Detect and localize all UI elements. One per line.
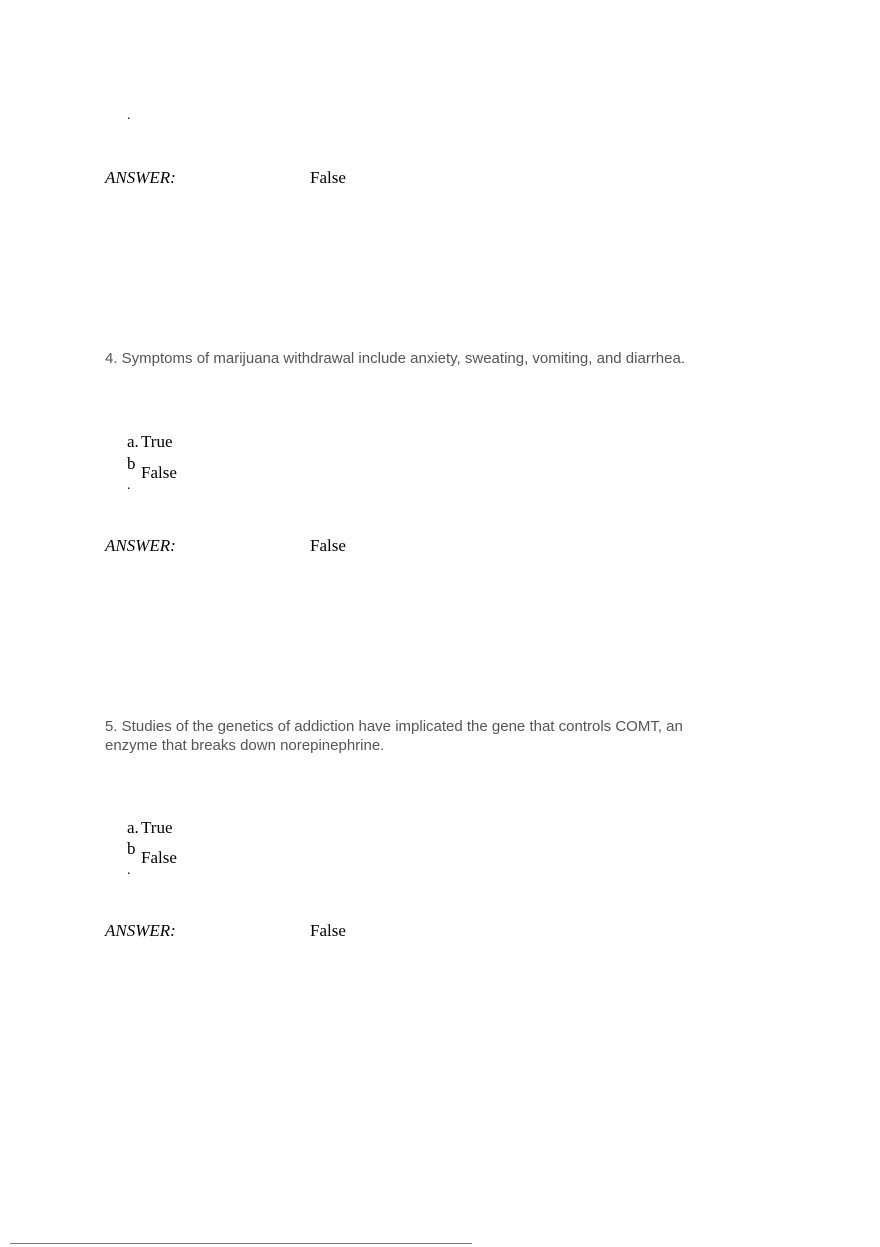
answer-label: ANSWER: xyxy=(105,921,176,940)
page-footer-rule xyxy=(10,1243,472,1244)
option-letter-suffix: . xyxy=(127,863,131,878)
option-letter: b xyxy=(127,839,136,858)
option-letter: a. xyxy=(127,432,139,451)
answer-label: ANSWER: xyxy=(105,168,176,187)
option-letter-suffix: . xyxy=(127,108,131,123)
answer-value: False xyxy=(310,921,346,940)
option-text: False xyxy=(141,463,177,482)
option-letter: a. xyxy=(127,818,139,837)
option-text: True xyxy=(141,432,173,451)
question-text: 4. Symptoms of marijuana withdrawal include anxiety, sweating, vomiting, and diarrhea. xyxy=(105,350,686,367)
option-letter-suffix: . xyxy=(127,478,131,493)
answer-value: False xyxy=(310,168,346,187)
question-text: 5. Studies of the genetics of addiction have implicated the gene that controls COMT, an enzyme that breaks down norepinephrine. xyxy=(105,718,683,754)
answer-label: ANSWER: xyxy=(105,536,176,555)
option-letter: b xyxy=(127,454,136,473)
option-text: True xyxy=(141,818,173,837)
option-text: False xyxy=(141,848,177,867)
answer-value: False xyxy=(310,536,346,555)
